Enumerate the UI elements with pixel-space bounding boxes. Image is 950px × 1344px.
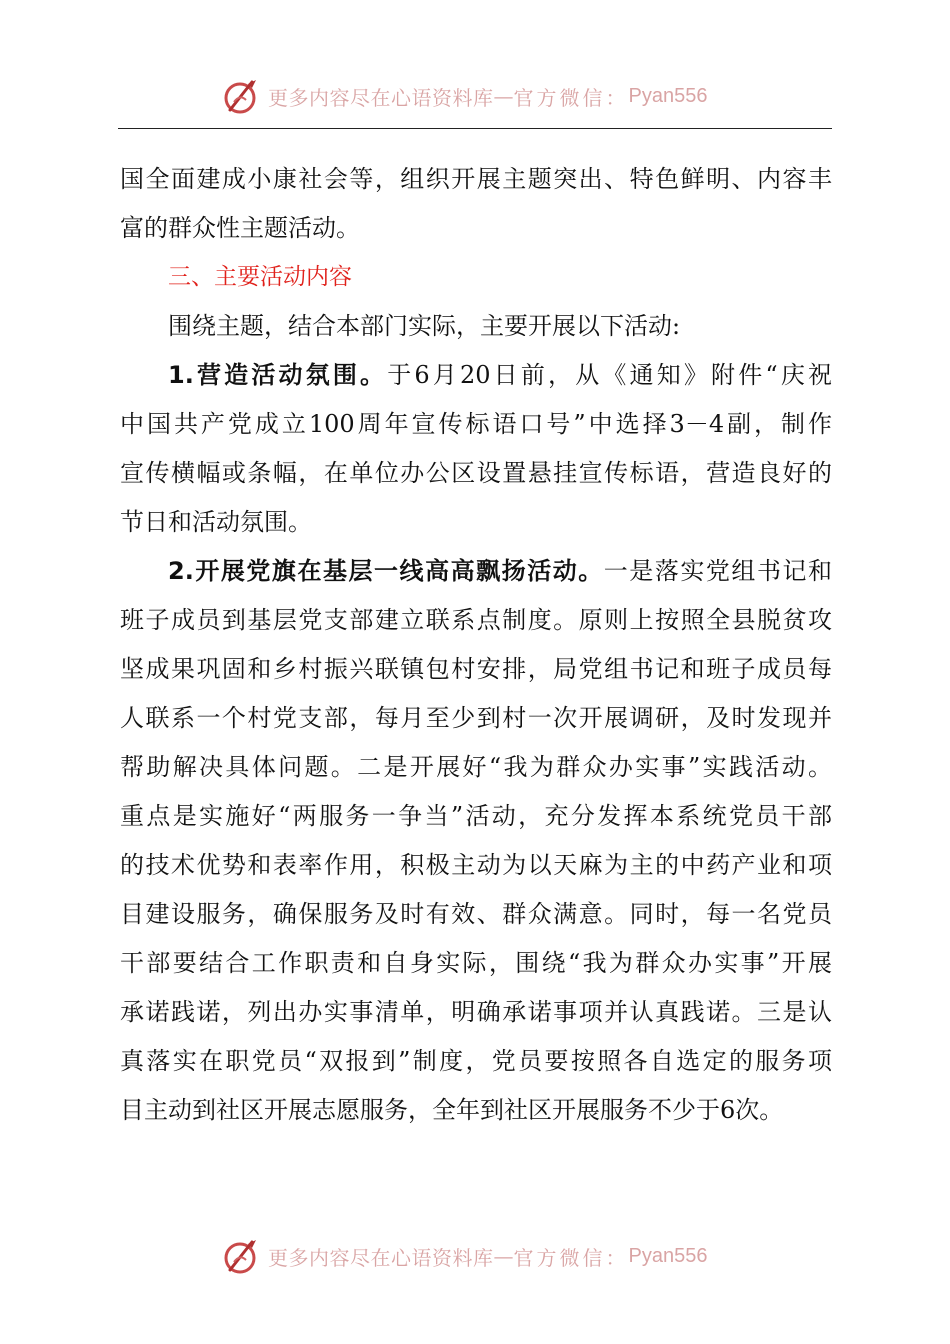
item2-first-line (120, 547, 832, 596)
pen-circle-logo-icon (222, 1236, 262, 1276)
paragraph-line: 节日和活动氛围。 (120, 508, 312, 536)
banner-separator: — (493, 84, 514, 108)
paragraph-line: 中国共产党成立100周年宣传标语口号”中选择3－4副，制作 (120, 410, 832, 438)
paragraph-line: 人联系一个村党支部，每月至少到村一次开展调研，及时发现并 (120, 704, 832, 732)
header-divider (118, 128, 832, 129)
document-body (120, 155, 832, 1135)
item1-first-line (120, 351, 832, 400)
paragraph-line: 承诺践诺，列出办实事清单，明确承诺事项并认真践诺。三是认 (120, 998, 832, 1026)
header-banner (0, 70, 950, 120)
paragraph-line: 目主动到社区开展志愿服务，全年到社区开展服务不少于6次。 (120, 1096, 784, 1124)
intro-line: 围绕主题，结合本部门实际，主要开展以下活动: (168, 312, 681, 340)
item2-title: 2.开展党旗在基层一线高高飘扬活动。 (168, 557, 604, 585)
banner-wechat-label: 官方微信： (513, 85, 629, 110)
banner-wechat-id: Pyan556 (628, 84, 708, 107)
item1-title: 1.营造活动氛围。 (168, 361, 388, 389)
pen-circle-logo-icon (222, 76, 262, 116)
footer-banner (0, 1230, 950, 1280)
section-heading: 三、主要活动内容 (168, 264, 352, 290)
item1-text: 于6月20日前，从《通知》附件“庆祝 (387, 361, 832, 389)
banner-separator: — (493, 1244, 514, 1268)
banner-wechat-label: 官方微信： (513, 1245, 629, 1270)
banner-wechat-id: Pyan556 (628, 1244, 708, 1267)
paragraph-line: 真落实在职党员“双报到”制度，党员要按照各自选定的服务项 (120, 1047, 832, 1075)
banner-main-text: 更多内容尽在心语资料库 (268, 1245, 494, 1270)
paragraph-line: 班子成员到基层党支部建立联系点制度。原则上按照全县脱贫攻 (120, 606, 832, 634)
paragraph-line: 国全面建成小康社会等，组织开展主题突出、特色鲜明、内容丰 (120, 165, 832, 193)
paragraph-line: 坚成果巩固和乡村振兴联镇包村安排，局党组书记和班子成员每 (120, 655, 832, 683)
paragraph-line: 帮助解决具体问题。二是开展好“我为群众办实事”实践活动。 (120, 753, 832, 781)
paragraph-line: 宣传横幅或条幅，在单位办公区设置悬挂宣传标语，营造良好的 (120, 459, 832, 487)
paragraph-line: 干部要结合工作职责和自身实际，围绕“我为群众办实事”开展 (120, 949, 832, 977)
paragraph-line: 的技术优势和表率作用，积极主动为以天麻为主的中药产业和项 (120, 851, 832, 879)
paragraph-line: 重点是实施好“两服务一争当”活动，充分发挥本系统党员干部 (120, 802, 832, 830)
item2-text: 一是落实党组书记和 (603, 557, 832, 585)
paragraph-line: 目建设服务，确保服务及时有效、群众满意。同时，每一名党员 (120, 900, 832, 928)
paragraph-line: 富的群众性主题活动。 (120, 214, 360, 242)
banner-main-text: 更多内容尽在心语资料库 (268, 85, 494, 110)
